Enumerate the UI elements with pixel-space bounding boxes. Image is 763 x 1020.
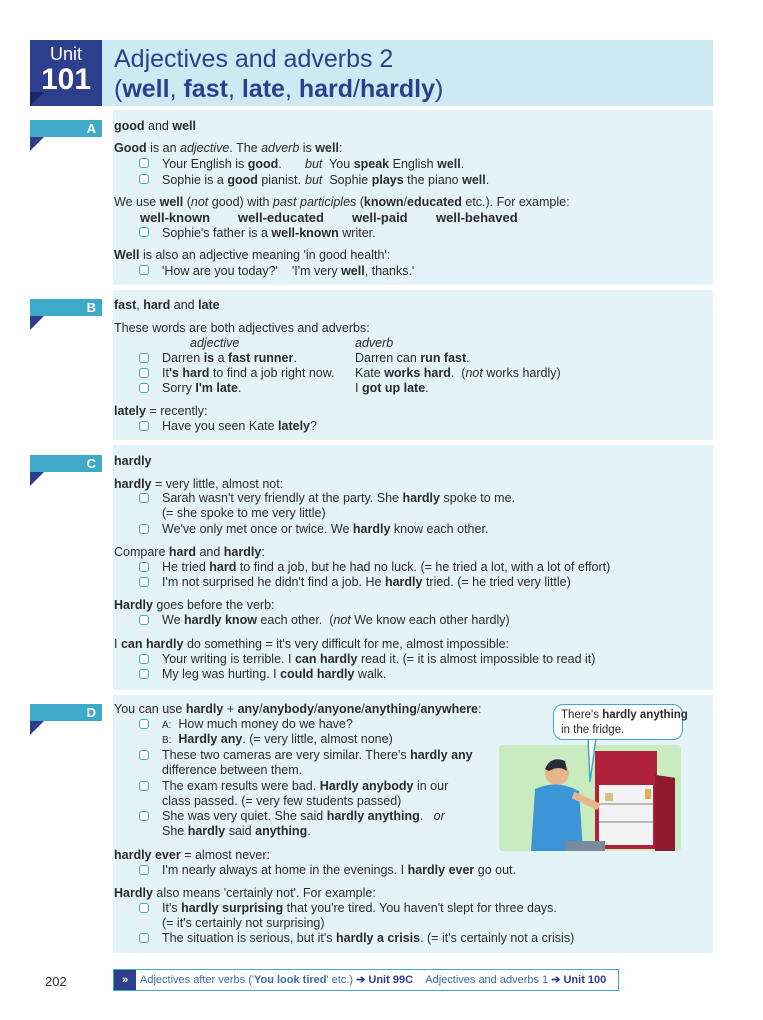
c-line: Compare hard and hardly: (114, 545, 265, 559)
title-line2: (well, fast, late, hard/hardly) (114, 75, 444, 103)
d-example: difference between them. (162, 763, 303, 777)
section-a-tab: A (30, 120, 102, 137)
bullet (139, 903, 149, 913)
d-example: She hardly said anything. (162, 824, 311, 838)
bullet (139, 368, 149, 378)
bullet (139, 811, 149, 821)
a-example: Sophie is a good pianist. (162, 173, 301, 187)
a-example: 'How are you today?' 'I'm very well, thanks.' (162, 264, 415, 278)
b-example: It's hard to find a job right now. (162, 366, 335, 380)
c-heading: hardly (114, 454, 152, 468)
bullet (139, 669, 149, 679)
bubble-line1: There's hardly anything (561, 709, 688, 721)
b-example: Have you seen Kate lately? (162, 419, 317, 433)
c-example: He tried hard to find a job, but he had no luck. (= he tried a lot, with a lot of effort) (162, 560, 611, 574)
double-chevron-icon: » (114, 970, 136, 990)
d-example: The situation is serious, but it's hardly a crisis. (= it's certainly not a crisis) (162, 931, 575, 945)
bullet (139, 933, 149, 943)
d-example: (= it's certainly not surprising) (162, 916, 325, 930)
b-example: Kate works hard. (not works hardly) (355, 366, 561, 380)
section-b-tab: B (30, 299, 102, 316)
a-example: but You speak English well. (305, 157, 465, 171)
a-example: Your English is good. (162, 157, 282, 171)
a-wordlist: well-known (140, 210, 211, 225)
c-example: Your writing is terrible. I can hardly read it. (= it is almost impossible to read it) (162, 652, 596, 666)
a-wordlist: well-educated (238, 210, 324, 225)
bullet (139, 265, 149, 275)
unit-number: 101 (40, 63, 92, 96)
a-line: Well is also an adjective meaning 'in good health': (114, 248, 391, 262)
bullet (139, 615, 149, 625)
d-example: The exam results were bad. Hardly anybody in our (162, 779, 449, 793)
unit-label: Unit (49, 44, 82, 64)
section-a-corner (30, 137, 44, 151)
bullet (139, 174, 149, 184)
b-col-head: adverb (355, 336, 394, 350)
d-example: I'm nearly always at home in the evenings. I hardly ever go out. (162, 863, 516, 877)
bullet (139, 493, 149, 503)
bullet (139, 781, 149, 791)
a-wordlist: well-behaved (436, 210, 518, 225)
bullet (139, 421, 149, 431)
bullet (139, 654, 149, 664)
bullet (139, 524, 149, 534)
a-example: Sophie's father is a well-known writer. (162, 226, 376, 240)
c-example: My leg was hurting. I could hardly walk. (162, 667, 387, 681)
c-example: Sarah wasn't very friendly at the party. She hardly spoke to me. (162, 491, 516, 505)
b-line: These words are both adjectives and adverbs: (114, 321, 370, 335)
a-line: We use well (not good) with past participles (known/educated etc.). For example: (114, 195, 570, 209)
title-line1: Adjectives and adverbs 2 (114, 45, 394, 73)
bullet (139, 158, 149, 168)
unit-corner (30, 92, 44, 106)
bullet (139, 227, 149, 237)
c-example: We hardly know each other. (not We know each other hardly) (162, 613, 510, 627)
bullet (139, 719, 149, 729)
d-example: She was very quiet. She said hardly anything. or (162, 809, 445, 823)
a-line: Good is an adjective. The adverb is well: (114, 141, 343, 155)
c-example: We've only met once or twice. We hardly know each other. (162, 522, 489, 536)
d-example: A: How much money do we have? (162, 717, 353, 731)
bullet (139, 353, 149, 363)
cross-reference-bar (113, 969, 619, 991)
c-line: Hardly goes before the verb: (114, 598, 275, 612)
a-example: but Sophie plays the piano well. (305, 173, 490, 187)
a-wordlist: well-paid (352, 210, 408, 225)
c-line: hardly = very little, almost not: (114, 477, 284, 491)
cross-reference-text: Adjectives after verbs ('You look tired' etc.) ➔ Unit 99C Adjectives and adverbs 1 ➔ Unit 100 (140, 974, 607, 986)
a-heading: good and well (114, 119, 196, 133)
c-line: I can hardly do something = it's very difficult for me, almost impossible: (114, 637, 510, 651)
section-b-corner (30, 316, 44, 330)
unit-99c-link[interactable]: ➔ Unit 99C (356, 974, 414, 986)
page-number: 202 (45, 974, 67, 989)
d-example: It's hardly surprising that you're tired. You haven't slept for three days. (162, 901, 557, 915)
bubble-tail (586, 738, 600, 784)
b-heading: fast, hard and late (114, 298, 220, 312)
bubble-line2: in the fridge. (561, 724, 625, 736)
bullet (139, 562, 149, 572)
b-example: Darren is a fast runner. (162, 351, 297, 365)
page-title (114, 44, 443, 104)
c-example: (= she spoke to me very little) (162, 506, 326, 520)
section-d-tab: D (30, 704, 102, 721)
bullet (139, 750, 149, 760)
section-c-tab: C (30, 455, 102, 472)
speech-bubble (553, 704, 688, 740)
d-line: Hardly also means 'certainly not'. For example: (114, 886, 376, 900)
section-d-corner (30, 721, 44, 735)
b-example: I got up late. (355, 381, 429, 395)
section-c-corner (30, 472, 44, 486)
c-example: I'm not surprised he didn't find a job. He hardly tried. (= he tried very little) (162, 575, 571, 589)
d-example: class passed. (= very few students passed) (162, 794, 402, 808)
b-example: Darren can run fast. (355, 351, 470, 365)
d-example: These two cameras are very similar. There's hardly any (162, 748, 473, 762)
b-col-head: adjective (190, 336, 240, 350)
b-example: Sorry I'm late. (162, 381, 242, 395)
d-line: hardly ever = almost never: (114, 848, 270, 862)
bullet (139, 383, 149, 393)
d-example: B: Hardly any. (= very little, almost none) (162, 732, 393, 746)
bullet (139, 577, 149, 587)
unit-100-link[interactable]: ➔ Unit 100 (551, 974, 607, 986)
bullet (139, 865, 149, 875)
b-line: lately = recently: (114, 404, 208, 418)
d-line: You can use hardly + any/anybody/anyone/anything/anywhere: (114, 702, 482, 716)
